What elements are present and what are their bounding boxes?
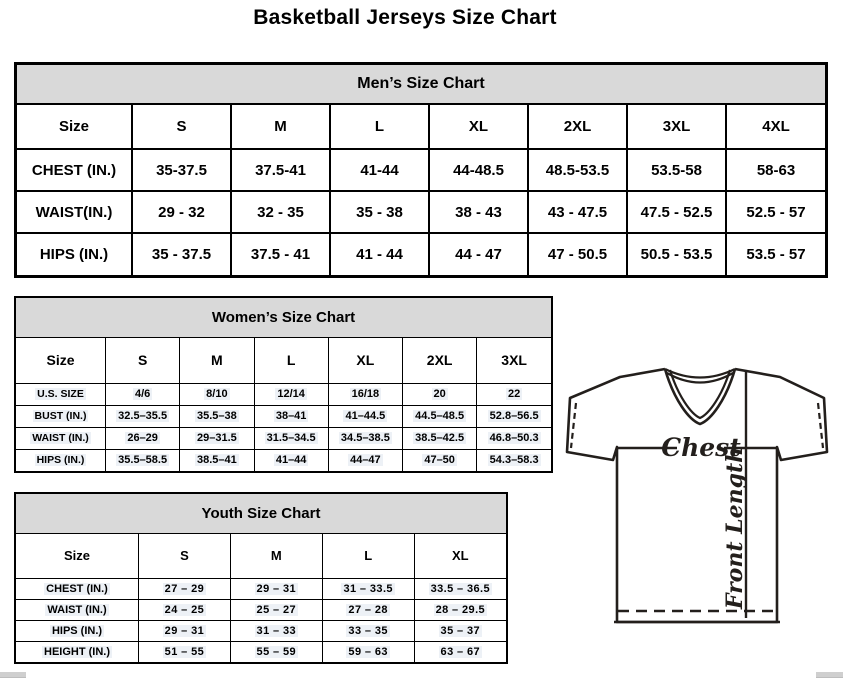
size-value: 44 - 47 [455,246,502,263]
size-value-cell [139,578,231,599]
size-value: 35.5–58.5 [118,454,168,467]
size-corner-header: Size [16,534,139,578]
measurement-row-label [17,191,132,233]
size-column-header: S [106,338,180,383]
size-value: 12/14 [277,388,305,400]
size-column-header: 3XL [627,105,726,149]
table-body [17,149,825,275]
horizontal-scrollbar-left-segment[interactable] [0,672,26,678]
size-value: 52.5 - 57 [746,203,806,221]
size-column-header: XL [429,105,528,149]
size-value: 29 – 31 [164,624,205,637]
size-value: 32 - 35 [257,203,304,221]
chest-label: Chest [661,433,741,462]
size-header-row [16,338,551,383]
size-value-cell [180,383,254,405]
measurement-row-label-text: WAIST (IN.) [47,603,107,616]
measurement-row [16,578,506,599]
measurement-row-label [16,641,139,662]
size-value-cell [106,383,180,405]
size-value: 32.5–35.5 [118,410,168,422]
size-value: 41-44 [360,161,399,179]
size-value: 54.3–58.3 [489,454,539,467]
size-value: 52.8–56.5 [489,410,539,422]
measurement-row [17,149,825,191]
size-value: 8/10 [206,388,228,400]
womens-size-chart-section [14,296,553,473]
size-value-cell [403,427,477,449]
size-value: 34.5–38.5 [340,432,390,444]
measurement-row [17,191,825,233]
mens-chart-title: Men’s Size Chart [17,65,825,105]
size-value: 29 – 31 [256,582,297,595]
measurement-row-label-text: BUST (IN.) [34,410,87,422]
measurement-row [16,405,551,427]
measurement-row [16,427,551,449]
table-head [17,105,825,149]
size-column-header: 3XL [477,338,551,383]
size-value: 58-63 [756,161,796,179]
size-value-cell [180,449,254,471]
size-value: 35 - 37.5 [151,246,212,263]
size-value-cell [477,405,551,427]
measurement-row [16,599,506,620]
measurement-row-label-text: HIPS (IN.) [36,454,85,467]
size-value-cell [132,233,231,275]
size-value-cell [477,449,551,471]
size-value-cell [322,578,414,599]
size-value-cell [322,599,414,620]
size-value: 38.5–42.5 [415,432,465,444]
size-value-cell [429,149,528,191]
size-value: 41 - 44 [356,246,403,263]
size-value: 25 – 27 [256,603,297,616]
size-value: 46.8–50.3 [489,432,539,444]
size-value-cell [627,149,726,191]
size-value: 24 – 25 [164,603,205,616]
size-value: 33 – 35 [348,624,388,637]
measurement-row-label [16,383,106,405]
size-value-cell [726,149,825,191]
measurement-row-label-text: WAIST(IN.) [35,203,113,221]
size-value-cell [132,149,231,191]
size-value: 51 – 55 [164,645,205,658]
size-value-cell [528,149,627,191]
size-value: 26–29 [127,432,158,444]
size-value: 35.5–38 [196,410,237,422]
size-value: 44-48.5 [453,161,504,179]
size-value: 35 - 38 [356,203,403,221]
measurement-row-label-text: WAIST (IN.) [32,432,89,444]
size-corner-header: Size [16,338,106,383]
size-value: 38 - 43 [455,203,502,221]
size-value: 47.5 - 52.5 [640,203,713,221]
size-value: 4/6 [134,388,151,400]
size-value-cell [180,427,254,449]
size-value-cell [330,191,429,233]
size-value-cell [139,620,231,641]
table-head [16,534,506,578]
size-value-cell [254,449,328,471]
measurement-row-label [16,427,106,449]
size-value-cell [403,405,477,427]
size-value: 44–47 [350,454,381,467]
size-column-header: XL [414,534,506,578]
size-value-cell [528,233,627,275]
size-column-header: S [139,534,231,578]
size-value-cell [132,191,231,233]
measurement-row [16,620,506,641]
size-value-cell [414,620,506,641]
size-value-cell [328,449,402,471]
size-value-cell [330,233,429,275]
size-value-cell [477,383,551,405]
size-value-cell [231,149,330,191]
size-value-cell [322,620,414,641]
size-value: 31 – 33 [256,624,297,637]
youth-chart-title: Youth Size Chart [16,494,506,534]
measurement-row [16,383,551,405]
size-header-row [16,534,506,578]
size-column-header: M [231,105,330,149]
size-value: 53.5-58 [651,161,702,179]
size-value-cell [627,191,726,233]
size-value: 35-37.5 [156,161,207,179]
size-value: 63 – 67 [440,645,481,658]
size-value-cell [322,641,414,662]
size-value-cell [106,405,180,427]
size-value-cell [139,599,231,620]
size-column-header: L [322,534,414,578]
size-value-cell [254,405,328,427]
size-value: 41–44.5 [345,410,386,422]
size-value-cell [403,383,477,405]
measurement-row-label-text: HEIGHT (IN.) [44,645,110,658]
youth-size-table [16,534,506,662]
size-value: 27 – 28 [348,603,388,616]
size-value: 41–44 [275,454,307,467]
measurement-row-label-text: HIPS (IN.) [51,624,103,637]
size-value-cell [230,599,322,620]
size-value: 43 - 47.5 [547,203,608,221]
size-value: 31 – 33.5 [343,582,393,595]
size-value-cell [328,405,402,427]
size-value: 31.5–34.5 [266,432,316,444]
table-body [16,578,506,662]
size-value-cell [726,191,825,233]
size-value: 16/18 [351,388,380,400]
size-value: 53.5 - 57 [746,246,806,263]
size-value-cell [627,233,726,275]
size-value: 38–41 [275,410,307,422]
measurement-row-label [16,405,106,427]
measurement-row [16,449,551,471]
womens-chart-title: Women’s Size Chart [16,298,551,338]
size-value-cell [414,578,506,599]
size-column-header: S [132,105,231,149]
size-value: 22 [508,388,521,400]
measurement-row-label-text: U.S. SIZE [37,388,84,400]
size-header-row [17,105,825,149]
size-value: 27 – 29 [164,582,205,595]
size-value-cell [139,641,231,662]
size-column-header: L [254,338,328,383]
size-value: 47 - 50.5 [547,246,608,263]
jersey-measurement-diagram [556,360,840,628]
measurement-row-label [16,620,139,641]
size-column-header: L [330,105,429,149]
measurement-row-label [17,233,132,275]
size-value: 47–50 [424,454,455,467]
size-value-cell [726,233,825,275]
mens-size-chart-section [14,62,828,278]
front-length-label: Front Length [722,446,748,610]
size-value: 29–31.5 [196,432,237,444]
size-value-cell [230,641,322,662]
size-value: 33.5 – 36.5 [430,582,491,595]
size-value-cell [180,405,254,427]
size-value: 28 – 29.5 [435,603,486,616]
table-head [16,338,551,383]
page-title: Basketball Jerseys Size Chart [253,6,557,29]
size-value-cell [328,383,402,405]
measurement-row-label-text: HIPS (IN.) [39,246,109,263]
size-value: 59 – 63 [348,645,388,658]
size-value-cell [330,149,429,191]
measurement-row [17,233,825,275]
size-value-cell [231,191,330,233]
size-value-cell [254,383,328,405]
size-value: 50.5 - 53.5 [640,246,713,263]
size-column-header: M [180,338,254,383]
size-column-header: 4XL [726,105,825,149]
size-value: 35 – 37 [440,624,481,637]
size-value: 44.5–48.5 [415,410,465,422]
measurement-row-label [16,449,106,471]
size-value-cell [414,641,506,662]
size-column-header: M [230,534,322,578]
jersey-outline-icon [567,369,827,622]
right-cuff-seam [818,403,823,448]
size-value-cell [106,427,180,449]
size-value: 38.5–41 [196,454,237,467]
size-value: 55 – 59 [256,645,297,658]
size-column-header: 2XL [528,105,627,149]
size-value-cell [403,449,477,471]
table-body [16,383,551,471]
size-value: 20 [433,388,446,400]
size-value-cell [230,620,322,641]
size-value-cell [230,578,322,599]
horizontal-scrollbar-right-segment[interactable] [816,672,843,678]
size-value: 48.5-53.5 [545,161,610,179]
size-column-header: 2XL [403,338,477,383]
measurement-row-label [16,578,139,599]
measurement-row-label-text: CHEST (IN.) [46,582,108,595]
youth-size-chart-section [14,492,508,664]
size-corner-header: Size [17,105,132,149]
size-value-cell [231,233,330,275]
size-value-cell [477,427,551,449]
size-value: 29 - 32 [158,203,205,221]
measurement-row [16,641,506,662]
size-value-cell [429,233,528,275]
size-value-cell [254,427,328,449]
measurement-row-label [16,599,139,620]
size-column-header: XL [328,338,402,383]
left-cuff-seam [571,403,576,448]
size-value-cell [528,191,627,233]
size-value-cell [328,427,402,449]
size-value-cell [429,191,528,233]
size-value: 37.5-41 [255,161,306,179]
mens-size-table [17,105,825,275]
measurement-row-label-text: CHEST (IN.) [31,161,117,179]
size-value-cell [414,599,506,620]
measurement-row-label [17,149,132,191]
size-value-cell [106,449,180,471]
womens-size-table [16,338,551,471]
size-value: 37.5 - 41 [250,246,311,263]
